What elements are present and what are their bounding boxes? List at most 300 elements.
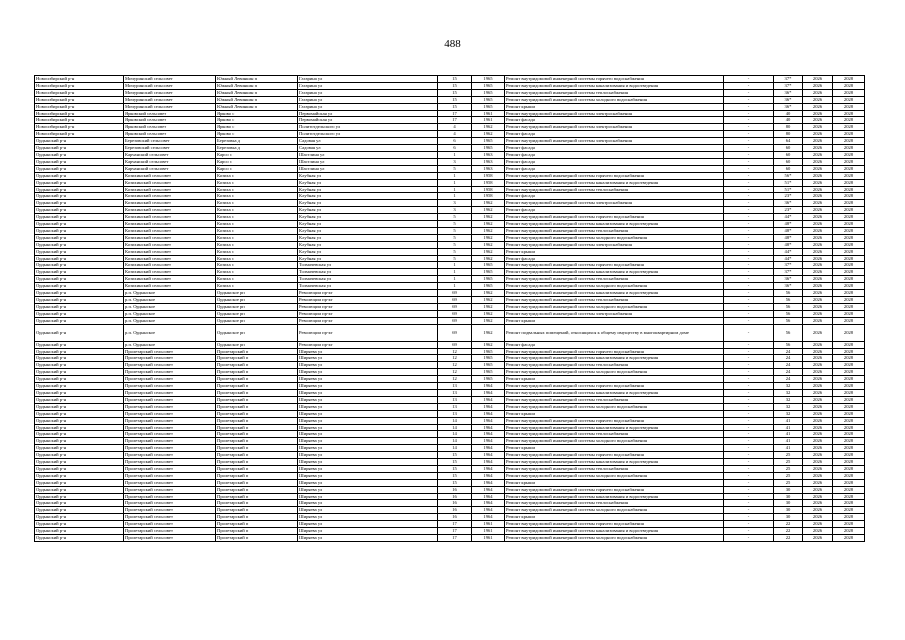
start-year-cell: 2026 [803, 376, 833, 383]
municipal-district-cell: Ордынский р-н [35, 389, 124, 396]
build-year-cell: 1964 [472, 472, 505, 479]
area-cell: 80 [774, 131, 803, 138]
start-year-cell: 2026 [803, 297, 833, 304]
settlement-cell: Пролетарский сельсовет [124, 348, 216, 355]
area-cell: 40 [774, 110, 803, 117]
street-cell: Клубная ул [298, 179, 438, 186]
area-cell: 41 [774, 445, 803, 452]
street-cell: Ширяева ул [298, 459, 438, 466]
area-cell: 30 [774, 507, 803, 514]
settlement-cell: Козихинский сельсовет [124, 186, 216, 193]
start-year-cell: 2026 [803, 479, 833, 486]
cost-cell: - [724, 376, 774, 383]
start-year-cell: 2026 [803, 82, 833, 89]
cost-cell: - [724, 117, 774, 124]
work-type-cell: Ремонт внутридомовой инженерной системы горячего водоснабжения [505, 486, 724, 493]
locality-cell: Пролетарский п [216, 369, 298, 376]
table-row [35, 535, 865, 542]
table-row [35, 110, 865, 117]
municipal-district-cell: Новосибирский р-н [35, 131, 124, 138]
build-year-cell: 1965 [472, 82, 505, 89]
cost-cell: - [724, 145, 774, 152]
cost-cell: - [724, 424, 774, 431]
build-year-cell: 1964 [472, 389, 505, 396]
house-number-cell: 17 [438, 521, 472, 528]
build-year-cell: 1964 [472, 445, 505, 452]
locality-cell: Козиха с [216, 214, 298, 221]
start-year-cell: 2026 [803, 221, 833, 228]
street-cell: Ширяева ул [298, 528, 438, 535]
start-year-cell: 2026 [803, 472, 833, 479]
build-year-cell: 1958 [472, 179, 505, 186]
end-year-cell: 2028 [833, 145, 865, 152]
locality-cell: Южный Левинкин п [216, 103, 298, 110]
settlement-cell: Пролетарский сельсовет [124, 383, 216, 390]
locality-cell: Ордынское рп [216, 297, 298, 304]
end-year-cell: 2028 [833, 362, 865, 369]
start-year-cell: 2026 [803, 234, 833, 241]
house-number-cell: 12 [438, 348, 472, 355]
municipal-district-cell: Ордынский р-н [35, 262, 124, 269]
work-type-cell: Ремонт внутридомовой инженерной системы горячего водоснабжения [505, 417, 724, 424]
settlement-cell: Пролетарский сельсовет [124, 355, 216, 362]
build-year-cell: 1958 [472, 186, 505, 193]
locality-cell: Ордынское рп [216, 341, 298, 348]
start-year-cell: 2026 [803, 200, 833, 207]
street-cell: Ширяева ул [298, 362, 438, 369]
end-year-cell: 2028 [833, 317, 865, 324]
street-cell: Ширяева ул [298, 369, 438, 376]
table-row [35, 341, 865, 348]
area-cell: 30 [774, 486, 803, 493]
locality-cell: Пролетарский п [216, 521, 298, 528]
table-row [35, 445, 865, 452]
municipal-district-cell: Новосибирский р-н [35, 103, 124, 110]
street-cell: Ширяева ул [298, 348, 438, 355]
work-type-cell: Ремонт внутридомовой инженерной системы горячего водоснабжения [505, 214, 724, 221]
settlement-cell: Козихинский сельсовет [124, 255, 216, 262]
work-type-cell: Ремонт фасада [505, 151, 724, 158]
work-type-cell: Ремонт крыши [505, 376, 724, 383]
end-year-cell: 2028 [833, 403, 865, 410]
build-year-cell: 1958 [472, 193, 505, 200]
build-year-cell: 1965 [472, 369, 505, 376]
house-number-cell: 16 [438, 486, 472, 493]
repair-schedule-table [34, 75, 865, 542]
locality-cell: Южный Левинкин п [216, 76, 298, 83]
cost-cell: - [724, 227, 774, 234]
area-cell: 37* [774, 76, 803, 83]
street-cell: Ширяева ул [298, 479, 438, 486]
build-year-cell: 1962 [472, 290, 505, 297]
cost-cell: - [724, 76, 774, 83]
area-cell: 32 [774, 389, 803, 396]
settlement-cell: Пролетарский сельсовет [124, 528, 216, 535]
municipal-district-cell: Ордынский р-н [35, 317, 124, 324]
locality-cell: Пролетарский п [216, 410, 298, 417]
municipal-district-cell: Ордынский р-н [35, 290, 124, 297]
area-cell: 25 [774, 459, 803, 466]
work-type-cell: Ремонт внутридомовой инженерной системы холодного водоснабжения [505, 507, 724, 514]
table-row [35, 514, 865, 521]
settlement-cell: Пролетарский сельсовет [124, 535, 216, 542]
locality-cell: Пролетарский п [216, 438, 298, 445]
house-number-cell: 17 [438, 117, 472, 124]
locality-cell: Пролетарский п [216, 535, 298, 542]
settlement-cell: Мичуринский сельсовет [124, 82, 216, 89]
work-type-cell: Ремонт внутридомовой инженерной системы теплоснабжения [505, 186, 724, 193]
house-number-cell: 12 [438, 369, 472, 376]
build-year-cell: 1961 [472, 117, 505, 124]
house-number-cell: 1 [438, 262, 472, 269]
cost-cell: - [724, 431, 774, 438]
cost-cell: - [724, 290, 774, 297]
table-row [35, 324, 865, 341]
street-cell: Революции пр-кт [298, 317, 438, 324]
area-cell: 25 [774, 465, 803, 472]
work-type-cell: Ремонт крыши [505, 479, 724, 486]
municipal-district-cell: Ордынский р-н [35, 369, 124, 376]
build-year-cell: 1965 [472, 355, 505, 362]
settlement-cell: Пролетарский сельсовет [124, 424, 216, 431]
cost-cell: - [724, 276, 774, 283]
start-year-cell: 2026 [803, 507, 833, 514]
settlement-cell: Березовский сельсовет [124, 145, 216, 152]
house-number-cell: 12 [438, 376, 472, 383]
work-type-cell: Ремонт внутридомовой инженерной системы электроснабжения [505, 241, 724, 248]
locality-cell: Карсо с [216, 151, 298, 158]
cost-cell: - [724, 110, 774, 117]
table-row [35, 76, 865, 83]
settlement-cell: Ярковский сельсовет [124, 131, 216, 138]
end-year-cell: 2028 [833, 221, 865, 228]
build-year-cell: 1962 [472, 303, 505, 310]
street-cell: Клубная ул [298, 234, 438, 241]
end-year-cell: 2028 [833, 355, 865, 362]
settlement-cell: Пролетарский сельсовет [124, 452, 216, 459]
build-year-cell: 1964 [472, 493, 505, 500]
work-type-cell: Ремонт фасада [505, 193, 724, 200]
end-year-cell: 2028 [833, 207, 865, 214]
table-row [35, 396, 865, 403]
work-type-cell: Ремонт внутридомовой инженерной системы электроснабжения [505, 110, 724, 117]
municipal-district-cell: Ордынский р-н [35, 324, 124, 341]
area-cell: 36* [774, 103, 803, 110]
locality-cell: Южный Левинкин п [216, 96, 298, 103]
street-cell: Гагарина ул [298, 96, 438, 103]
settlement-cell: Карчанский сельсовет [124, 165, 216, 172]
area-cell: 37* [774, 269, 803, 276]
municipal-district-cell: Ордынский р-н [35, 514, 124, 521]
build-year-cell: 1962 [472, 207, 505, 214]
locality-cell: Ярково с [216, 117, 298, 124]
settlement-cell: Пролетарский сельсовет [124, 479, 216, 486]
municipal-district-cell: Ордынский р-н [35, 486, 124, 493]
locality-cell: Южный Левинкин п [216, 82, 298, 89]
municipal-district-cell: Ордынский р-н [35, 241, 124, 248]
cost-cell: - [724, 521, 774, 528]
end-year-cell: 2028 [833, 255, 865, 262]
table-row [35, 96, 865, 103]
street-cell: Ширяева ул [298, 472, 438, 479]
house-number-cell: 14 [438, 424, 472, 431]
area-cell: 24 [774, 369, 803, 376]
municipal-district-cell: Новосибирский р-н [35, 76, 124, 83]
street-cell: Политотдельского ул [298, 124, 438, 131]
locality-cell: Пролетарский п [216, 528, 298, 535]
settlement-cell: Козихинский сельсовет [124, 283, 216, 290]
end-year-cell: 2028 [833, 500, 865, 507]
area-cell: 48* [774, 234, 803, 241]
municipal-district-cell: Ордынский р-н [35, 138, 124, 145]
table-row [35, 207, 865, 214]
street-cell: Революции пр-кт [298, 297, 438, 304]
street-cell: Садовая ул [298, 138, 438, 145]
cost-cell: - [724, 179, 774, 186]
cost-cell: - [724, 255, 774, 262]
locality-cell: Козиха с [216, 241, 298, 248]
start-year-cell: 2026 [803, 103, 833, 110]
street-cell: Первомайская ул [298, 117, 438, 124]
start-year-cell: 2026 [803, 131, 833, 138]
municipal-district-cell: Ордынский р-н [35, 297, 124, 304]
work-type-cell: Ремонт крыши [505, 410, 724, 417]
municipal-district-cell: Ордынский р-н [35, 186, 124, 193]
cost-cell: - [724, 297, 774, 304]
municipal-district-cell: Ордынский р-н [35, 528, 124, 535]
end-year-cell: 2028 [833, 341, 865, 348]
build-year-cell: 1962 [472, 255, 505, 262]
build-year-cell: 1962 [472, 248, 505, 255]
settlement-cell: р.п. Ордынское [124, 324, 216, 341]
start-year-cell: 2026 [803, 383, 833, 390]
locality-cell: Пролетарский п [216, 486, 298, 493]
end-year-cell: 2028 [833, 486, 865, 493]
start-year-cell: 2026 [803, 186, 833, 193]
build-year-cell: 1964 [472, 417, 505, 424]
table-row [35, 403, 865, 410]
start-year-cell: 2026 [803, 262, 833, 269]
house-number-cell: 15 [438, 82, 472, 89]
municipal-district-cell: Ордынский р-н [35, 234, 124, 241]
settlement-cell: Пролетарский сельсовет [124, 514, 216, 521]
area-cell: 60 [774, 151, 803, 158]
settlement-cell: р.п. Ордынское [124, 290, 216, 297]
end-year-cell: 2028 [833, 234, 865, 241]
cost-cell: - [724, 262, 774, 269]
work-type-cell: Ремонт фасада [505, 158, 724, 165]
table-row [35, 493, 865, 500]
house-number-cell: 14 [438, 431, 472, 438]
work-type-cell: Ремонт внутридомовой инженерной системы холодного водоснабжения [505, 303, 724, 310]
area-cell: 48* [774, 241, 803, 248]
area-cell: 36* [774, 89, 803, 96]
start-year-cell: 2026 [803, 369, 833, 376]
street-cell: Ширяева ул [298, 417, 438, 424]
build-year-cell: 1962 [472, 341, 505, 348]
street-cell: Гагарина ул [298, 89, 438, 96]
end-year-cell: 2028 [833, 124, 865, 131]
start-year-cell: 2026 [803, 341, 833, 348]
house-number-cell: 16 [438, 493, 472, 500]
locality-cell: Пролетарский п [216, 396, 298, 403]
build-year-cell: 1962 [472, 214, 505, 221]
settlement-cell: Козихинский сельсовет [124, 262, 216, 269]
area-cell: 36* [774, 283, 803, 290]
end-year-cell: 2028 [833, 248, 865, 255]
street-cell: Клубная ул [298, 193, 438, 200]
street-cell: Клубная ул [298, 200, 438, 207]
municipal-district-cell: Ордынский р-н [35, 403, 124, 410]
settlement-cell: Пролетарский сельсовет [124, 486, 216, 493]
street-cell: Толмачевская ул [298, 269, 438, 276]
area-cell: 32 [774, 410, 803, 417]
end-year-cell: 2028 [833, 303, 865, 310]
settlement-cell: Пролетарский сельсовет [124, 521, 216, 528]
work-type-cell: Ремонт фасада [505, 131, 724, 138]
house-number-cell: 1 [438, 276, 472, 283]
end-year-cell: 2028 [833, 165, 865, 172]
street-cell: Шастлина ул [298, 158, 438, 165]
start-year-cell: 2026 [803, 110, 833, 117]
settlement-cell: Пролетарский сельсовет [124, 403, 216, 410]
house-number-cell: 14 [438, 445, 472, 452]
area-cell: 36* [774, 96, 803, 103]
table-row [35, 158, 865, 165]
area-cell: 36* [774, 200, 803, 207]
locality-cell: Козиха с [216, 234, 298, 241]
table-row [35, 138, 865, 145]
settlement-cell: Карчанский сельсовет [124, 158, 216, 165]
table-row [35, 151, 865, 158]
end-year-cell: 2028 [833, 431, 865, 438]
end-year-cell: 2028 [833, 528, 865, 535]
end-year-cell: 2028 [833, 138, 865, 145]
locality-cell: Пролетарский п [216, 383, 298, 390]
municipal-district-cell: Ордынский р-н [35, 424, 124, 431]
table-row [35, 193, 865, 200]
build-year-cell: 1958 [472, 172, 505, 179]
start-year-cell: 2026 [803, 521, 833, 528]
work-type-cell: Ремонт крыши [505, 317, 724, 324]
start-year-cell: 2026 [803, 269, 833, 276]
cost-cell: - [724, 324, 774, 341]
house-number-cell: 13 [438, 396, 472, 403]
area-cell: 80 [774, 124, 803, 131]
house-number-cell: 5 [438, 227, 472, 234]
area-cell: 24 [774, 362, 803, 369]
house-number-cell: 5 [438, 234, 472, 241]
street-cell: Клубная ул [298, 248, 438, 255]
street-cell: Ширяева ул [298, 465, 438, 472]
cost-cell: - [724, 528, 774, 535]
municipal-district-cell: Ордынский р-н [35, 248, 124, 255]
start-year-cell: 2026 [803, 486, 833, 493]
settlement-cell: Ярковский сельсовет [124, 117, 216, 124]
end-year-cell: 2028 [833, 514, 865, 521]
work-type-cell: Ремонт внутридомовой инженерной системы холодного водоснабжения [505, 438, 724, 445]
house-number-cell: 6 [438, 145, 472, 152]
locality-cell: Карсо с [216, 165, 298, 172]
table-row [35, 262, 865, 269]
start-year-cell: 2026 [803, 145, 833, 152]
settlement-cell: Пролетарский сельсовет [124, 362, 216, 369]
house-number-cell: 17 [438, 110, 472, 117]
build-year-cell: 1962 [472, 200, 505, 207]
work-type-cell: Ремонт крыши [505, 248, 724, 255]
cost-cell: - [724, 362, 774, 369]
cost-cell: - [724, 207, 774, 214]
cost-cell: - [724, 389, 774, 396]
area-cell: 24 [774, 355, 803, 362]
house-number-cell: 13 [438, 389, 472, 396]
area-cell: 32 [774, 403, 803, 410]
cost-cell: - [724, 438, 774, 445]
cost-cell: - [724, 348, 774, 355]
build-year-cell: 1964 [472, 431, 505, 438]
locality-cell: Пролетарский п [216, 465, 298, 472]
page-number: 488 [444, 38, 461, 50]
area-cell: 60 [774, 158, 803, 165]
municipal-district-cell: Ордынский р-н [35, 214, 124, 221]
work-type-cell: Ремонт внутридомовой инженерной системы канализования и водоотведения [505, 493, 724, 500]
cost-cell: - [724, 138, 774, 145]
cost-cell: - [724, 465, 774, 472]
table-row [35, 410, 865, 417]
settlement-cell: Пролетарский сельсовет [124, 438, 216, 445]
start-year-cell: 2026 [803, 248, 833, 255]
house-number-cell: 1 [438, 186, 472, 193]
end-year-cell: 2028 [833, 269, 865, 276]
table-row [35, 486, 865, 493]
street-cell: Революции пр-кт [298, 290, 438, 297]
locality-cell: Пролетарский п [216, 424, 298, 431]
settlement-cell: Пролетарский сельсовет [124, 376, 216, 383]
area-cell: 44* [774, 214, 803, 221]
locality-cell: Козиха с [216, 200, 298, 207]
house-number-cell: 5 [438, 214, 472, 221]
house-number-cell: 69 [438, 290, 472, 297]
table-row [35, 479, 865, 486]
start-year-cell: 2026 [803, 452, 833, 459]
table-row [35, 165, 865, 172]
settlement-cell: Козихинский сельсовет [124, 234, 216, 241]
work-type-cell: Ремонт внутридомовой инженерной системы канализования и водоотведения [505, 179, 724, 186]
house-number-cell: 15 [438, 452, 472, 459]
end-year-cell: 2028 [833, 452, 865, 459]
street-cell: Шастлина ул [298, 165, 438, 172]
build-year-cell: 1962 [472, 221, 505, 228]
settlement-cell: р.п. Ордынское [124, 297, 216, 304]
table-row [35, 145, 865, 152]
house-number-cell: 69 [438, 324, 472, 341]
area-cell: 22 [774, 528, 803, 535]
settlement-cell: Козихинский сельсовет [124, 221, 216, 228]
end-year-cell: 2028 [833, 89, 865, 96]
area-cell: 48* [774, 221, 803, 228]
settlement-cell: Козихинский сельсовет [124, 269, 216, 276]
start-year-cell: 2026 [803, 410, 833, 417]
house-number-cell: 12 [438, 362, 472, 369]
build-year-cell: 1965 [472, 376, 505, 383]
cost-cell: - [724, 241, 774, 248]
build-year-cell: 1965 [472, 348, 505, 355]
street-cell: Ширяева ул [298, 403, 438, 410]
street-cell: Толмачевская ул [298, 262, 438, 269]
cost-cell: - [724, 158, 774, 165]
work-type-cell: Ремонт внутридомовой инженерной системы канализования и водоотведения [505, 389, 724, 396]
house-number-cell: 1 [438, 269, 472, 276]
